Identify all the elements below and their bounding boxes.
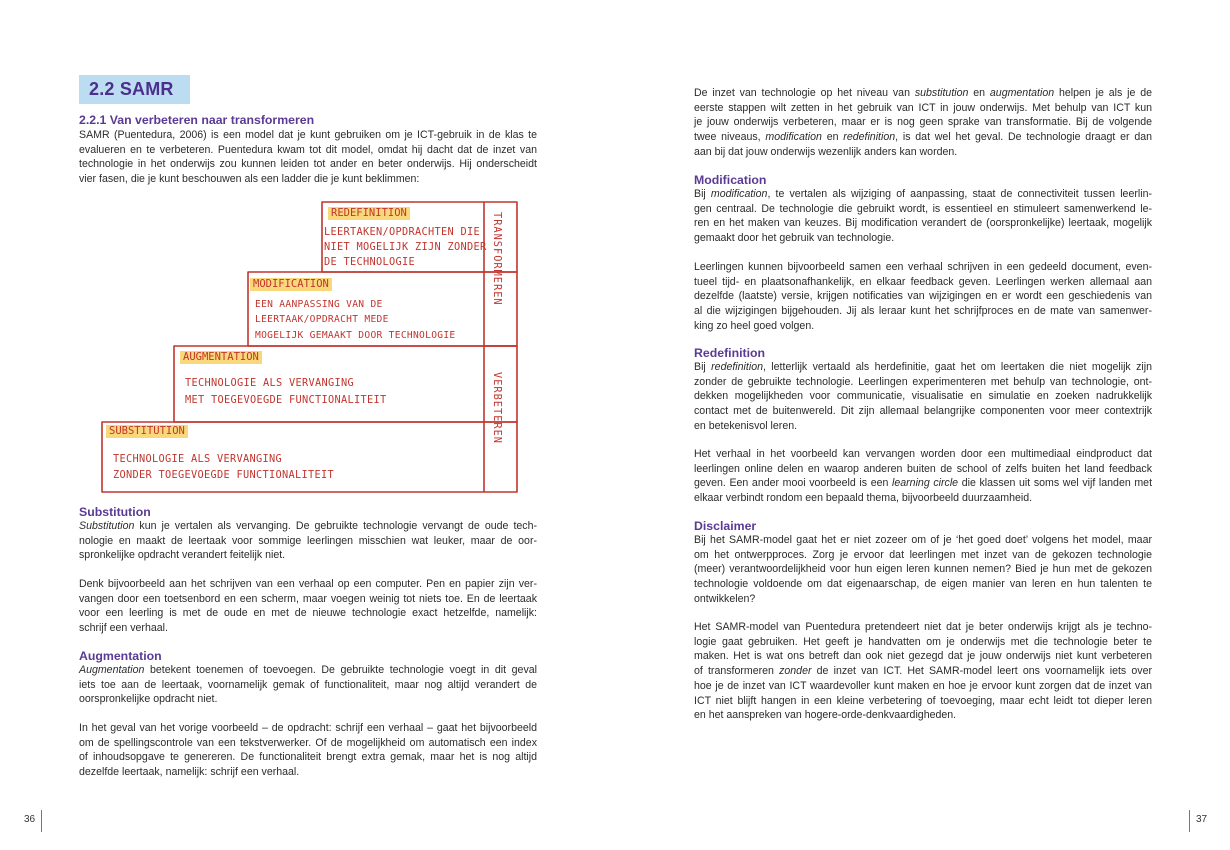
- modification-line-3: MOGELIJK GEMAAKT DOOR TECHNOLOGIE: [255, 330, 456, 341]
- text-line: contact met de buitenwereld. Dit zijn allemaal belangrijke componenten voor meer contextrijk: [694, 405, 1152, 418]
- text-line: Augmentation betekent toenemen of toevoegen. De gebruikte technologie voegt in dit geval: [79, 664, 537, 676]
- text-line: dezelfde (laatste) versie, krijgen notificaties van wijzigingen en er wordt een geschiedenis van: [694, 290, 1152, 303]
- text-line: hoe je de inzet van ICT waardevoller kunt maken en hoe je ervoor kunt zorgen dat de inzet van: [694, 679, 1152, 692]
- text-line: ICT niet blijft hangen in een kleine verbetering of toevoeging, maar echt leidt tot dieper leren: [694, 694, 1152, 707]
- text-line: Denk bijvoorbeeld aan het schrijven van een verhaal op een computer. Pen en papier zijn ver-: [79, 578, 537, 590]
- augmentation-paragraph-1: [79, 663, 537, 707]
- text-line: en betekenisvol leren.: [694, 419, 798, 432]
- redefinition-paragraph-1: [694, 360, 1152, 434]
- side-label-verbeteren: VERBETEREN: [491, 372, 503, 444]
- text-line: iets toe aan de leertaak, voornamelijk gemak of functionaliteit, maar nog altijd verandert de: [79, 678, 537, 691]
- section-title: 2.2 SAMR: [79, 75, 190, 104]
- text-line: SAMR (Puentedura, 2006) is een model dat je kunt gebruiken om je ICT-gebruik in de klas te: [79, 129, 537, 141]
- redefinition-line-1: LEERTAKEN/OPDRACHTEN DIE: [324, 226, 480, 238]
- text-line: om het ontwerpproces. Zorg je ervoor dat leerlingen met inzet van de gekozen technologie: [694, 548, 1152, 561]
- text-line: zonder de gebruikte technologie. Leerlingen experimenteren met behulp van technologie, ont-: [694, 375, 1152, 388]
- text-line: geven. Een ander mooi voorbeeld is een learning circle die klassen uit soms wel vijf landen met: [694, 477, 1153, 490]
- text-line: logie gaat gebruiken. Het geeft je handvatten om je onderwijs met die technologie beter te: [694, 635, 1152, 648]
- modification-line-2: LEERTAAK/OPDRACHT MEDE: [255, 314, 389, 325]
- heading-substitution: Substitution: [79, 505, 151, 519]
- text-line: Bij het SAMR-model gaat het er niet zozeer om of je ‘het goed doet’ volgens het model, maar: [694, 534, 1152, 546]
- page-number-right: 37: [1189, 810, 1213, 832]
- text-line: nologie en maakt de leertaak voor sommige leerlingen misschien wat leuker, maar de oor-: [79, 534, 537, 547]
- substitution-label: SUBSTITUTION: [106, 425, 188, 438]
- text-line: ren en het maken van keuzes. Bij modification verandert de (oorspronkelijke) leertaak, mogelijk: [694, 217, 1152, 230]
- text-line: technologie in het onderwijs zou kunnen leiden tot ander en beter onderwijs. Hij onderscheidt: [79, 158, 537, 171]
- text-line: king zo heel goed volgen.: [694, 319, 815, 332]
- text-line: twee niveaus, modification en redefinition, is dat wel het geval. De technologie draagt er dan: [694, 131, 1153, 144]
- text-line: technologie voldoende om dat eigenaarschap, de eigen manier van leren en hun talenten te: [694, 578, 1152, 591]
- heading-modification: Modification: [694, 173, 767, 187]
- text-line: of inhoudsopgave te genereren. De functionaliteit brengt extra gemak, maar het is nog altijd: [79, 751, 537, 764]
- text-line: Het SAMR-model van Puentedura pretendeert niet dat je beter onderwijs krijgt als je techno-: [694, 621, 1152, 633]
- text-line: al die wijzigingen bijgehouden. Jij als leraar kunt het schrijfproces en de mate van samenwer-: [694, 305, 1152, 318]
- substitution-line-1: TECHNOLOGIE ALS VERVANGING: [113, 453, 282, 465]
- text-line: schrijf een verhaal.: [79, 622, 168, 635]
- text-line: Leerlingen kunnen bijvoorbeeld samen een verhaal schrijven in een gedeeld document, even-: [694, 261, 1152, 273]
- text-line: en het aanspreken van hogere-orde-denkvaardigheden.: [694, 709, 957, 722]
- text-line: maken. Het is wat ons betreft dan ook niet gezegd dat je jouw onderwijs niet kunt verbeteren: [694, 650, 1152, 663]
- text-line: De inzet van technologie op het niveau van substitution en augmentation helpen je als je de: [694, 87, 1152, 99]
- text-line: spronkelijke opdracht verandert feitelijk niet.: [79, 549, 286, 562]
- text-line: dezelfde leertaak, namelijk: schrijf een verhaal.: [79, 766, 300, 779]
- text-line: voor een leerling is met de oude en met de nieuwe technologie exact hetzelfde, namelijk:: [79, 607, 537, 620]
- text-line: leerlingen online delen en waarop anderen buiten de school of zelfs buiten het land feedback: [694, 462, 1152, 475]
- right-page: [615, 0, 1230, 850]
- modification-line-1: EEN AANPASSING VAN DE: [255, 299, 383, 310]
- text-line: tueel tijd- en plaatsonafhankelijk, en elkaar feedback geven. Leerlingen werken allemaal aan: [694, 275, 1152, 288]
- redefinition-paragraph-2: [694, 447, 1152, 506]
- redefinition-line-2: NIET MOGELIJK ZIJN ZONDER: [324, 241, 487, 253]
- modification-label: MODIFICATION: [250, 278, 332, 291]
- text-line: dekken mogelijkheden voor communicatie, visualisatie en simulatie en zoeken nadrukkelijk: [694, 390, 1152, 403]
- text-line: elkaar verbindt rondom een bepaald thema, bijvoorbeeld duurzaamheid.: [694, 492, 1033, 505]
- text-line: oorspronkelijke opdracht niet.: [79, 693, 218, 706]
- text-line: (meer) verantwoordelijkheid voor hun eigen leren kunnen nemen? Bied je hun met de gekozen: [694, 563, 1152, 576]
- intro-paragraph: [79, 128, 537, 187]
- text-line: gemaakt door het gebruik van technologie.: [694, 232, 895, 245]
- text-line: Substitution kun je vertalen als vervanging. De gebruikte technologie vervangt de oude tech-: [79, 520, 537, 532]
- augmentation-line-1: TECHNOLOGIE ALS VERVANGING: [185, 377, 354, 389]
- side-label-transformeren: TRANSFORMEREN: [491, 212, 503, 306]
- text-line: ontwikkelen?: [694, 592, 756, 605]
- augmentation-line-2: MET TOEGEVOEGDE FUNCTIONALITEIT: [185, 394, 387, 406]
- heading-augmentation: Augmentation: [79, 649, 162, 663]
- redefinition-label: REDEFINITION: [328, 207, 410, 220]
- text-line: vangen door een toetsenbord en een scherm, maar voegen weinig tot niets toe. En de leertaak: [79, 592, 537, 605]
- heading-redefinition: Redefinition: [694, 346, 766, 360]
- right-intro-paragraph: [694, 86, 1152, 160]
- text-line: Bij modification, te vertalen als wijziging of aanpassing, staat de connectiviteit tussen leerlin-: [694, 188, 1152, 200]
- text-line: In het geval van het vorige voorbeeld – de opdracht: schrijf een verhaal – gaat het bijvoorbeeld: [79, 722, 537, 734]
- substitution-line-2: ZONDER TOEGEVOEGDE FUNCTIONALITEIT: [113, 469, 334, 481]
- substitution-paragraph-1: [79, 519, 537, 563]
- text-line: aan bij dat jouw onderwijs wezenlijk anders kan worden.: [694, 145, 958, 158]
- modification-paragraph-1: [694, 187, 1152, 246]
- text-line: om de spellingscontrole van een tekstverwerker. Of de mogelijkheid om automatisch een index: [79, 736, 537, 749]
- page-number-left: 36: [18, 810, 42, 832]
- heading-disclaimer: Disclaimer: [694, 519, 757, 533]
- text-line: eerste stappen wilt zetten in het gebruik van ICT in jouw onderwijs. Met behulp van ICT kun: [694, 101, 1152, 114]
- subsection-title: 2.2.1 Van verbeteren naar transformeren: [79, 113, 315, 127]
- augmentation-paragraph-2: [79, 721, 537, 780]
- text-line: Het verhaal in het voorbeeld kan vervangen worden door een multimediaal eindproduct dat: [694, 448, 1152, 460]
- text-line: je jouw onderwijs verbeteren, maar er is nog geen sprake van transformatie. Bij de volgende: [694, 116, 1152, 129]
- text-line: vier fasen, die je kunt beschouwen als een ladder die je kunt beklimmen:: [79, 173, 420, 186]
- redefinition-line-3: DE TECHNOLOGIE: [324, 256, 415, 268]
- text-line: evalueren en te verbeteren. Puentedura kwam tot dit model, omdat hij dacht dat de inzet van: [79, 143, 537, 156]
- substitution-paragraph-2: [79, 577, 537, 636]
- text-line: Bij redefinition, letterlijk vertaald als herdefinitie, gaat het om leertaken die niet mogelijk zijn: [694, 361, 1152, 373]
- text-line: gen centraal. De technologie die gebruikt wordt, is essentieel en stimuleert samenwerkend le-: [694, 202, 1152, 215]
- disclaimer-paragraph-1: [694, 533, 1152, 607]
- modification-paragraph-2: [694, 260, 1152, 334]
- augmentation-label: AUGMENTATION: [180, 351, 262, 364]
- samr-ladder-figure: [100, 196, 520, 496]
- disclaimer-paragraph-2: [694, 620, 1152, 723]
- text-line: of transformeren zonder de inzet van ICT. Het SAMR-model leert ons voornamelijk iets over: [694, 665, 1152, 678]
